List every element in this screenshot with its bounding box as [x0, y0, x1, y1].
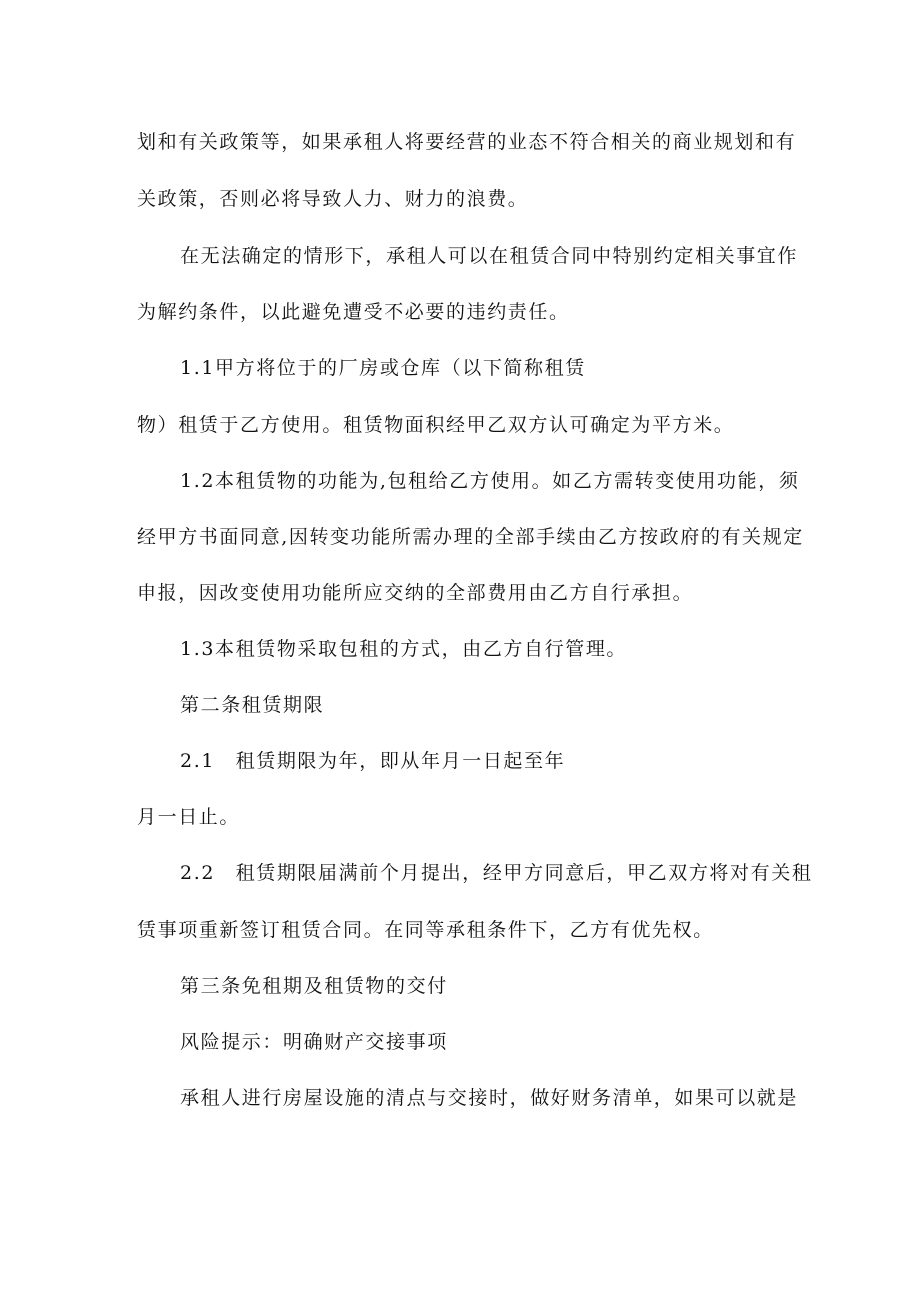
- body-text-line: 划和有关政策等，如果承租人将要经营的业态不符合相关的商业规划和有: [137, 131, 797, 153]
- body-text-line: 月一日止。: [137, 806, 241, 828]
- clause-1-1-line: 1.1甲方将位于的厂房或仓库（以下简称租赁: [180, 357, 586, 379]
- clause-2-1-line: 2.1 租赁期限为年，即从年月一日起至年: [180, 750, 566, 772]
- body-text-line: 承租人进行房屋设施的清点与交接时，做好财务清单，如果可以就是: [180, 1087, 799, 1109]
- body-text-line: 申报，因改变使用功能所应交纳的全部费用由乙方自行承担。: [137, 582, 694, 604]
- article-3-heading: 第三条免租期及租赁物的交付: [180, 975, 448, 997]
- body-text-line: 为解约条件，以此避免遭受不必要的违约责任。: [137, 301, 570, 323]
- risk-tip-line: 风险提示：明确财产交接事项: [180, 1031, 448, 1053]
- body-text-line: 赁事项重新签订租赁合同。在同等承租条件下，乙方有优先权。: [137, 919, 714, 941]
- clause-1-3-line: 1.3本租赁物采取包租的方式，由乙方自行管理。: [180, 638, 628, 660]
- article-2-heading: 第二条租赁期限: [180, 694, 325, 716]
- body-text-line: 关政策，否则必将导致人力、财力的浪费。: [137, 188, 529, 210]
- body-text-line: 经甲方书面同意,因转变功能所需办理的全部手续由乙方按政府的有关规定: [137, 526, 804, 548]
- clause-1-2-line: 1.2本租赁物的功能为,包租给乙方使用。如乙方需转变使用功能，须: [180, 470, 800, 492]
- clause-2-2-line: 2.2 租赁期限届满前个月提出，经甲方同意后，甲乙双方将对有关租: [180, 862, 813, 884]
- body-text-line: 在无法确定的情形下，承租人可以在租赁合同中特别约定相关事宜作: [180, 245, 799, 267]
- body-text-line: 物）租赁于乙方使用。租赁物面积经甲乙双方认可确定为平方米。: [137, 414, 735, 436]
